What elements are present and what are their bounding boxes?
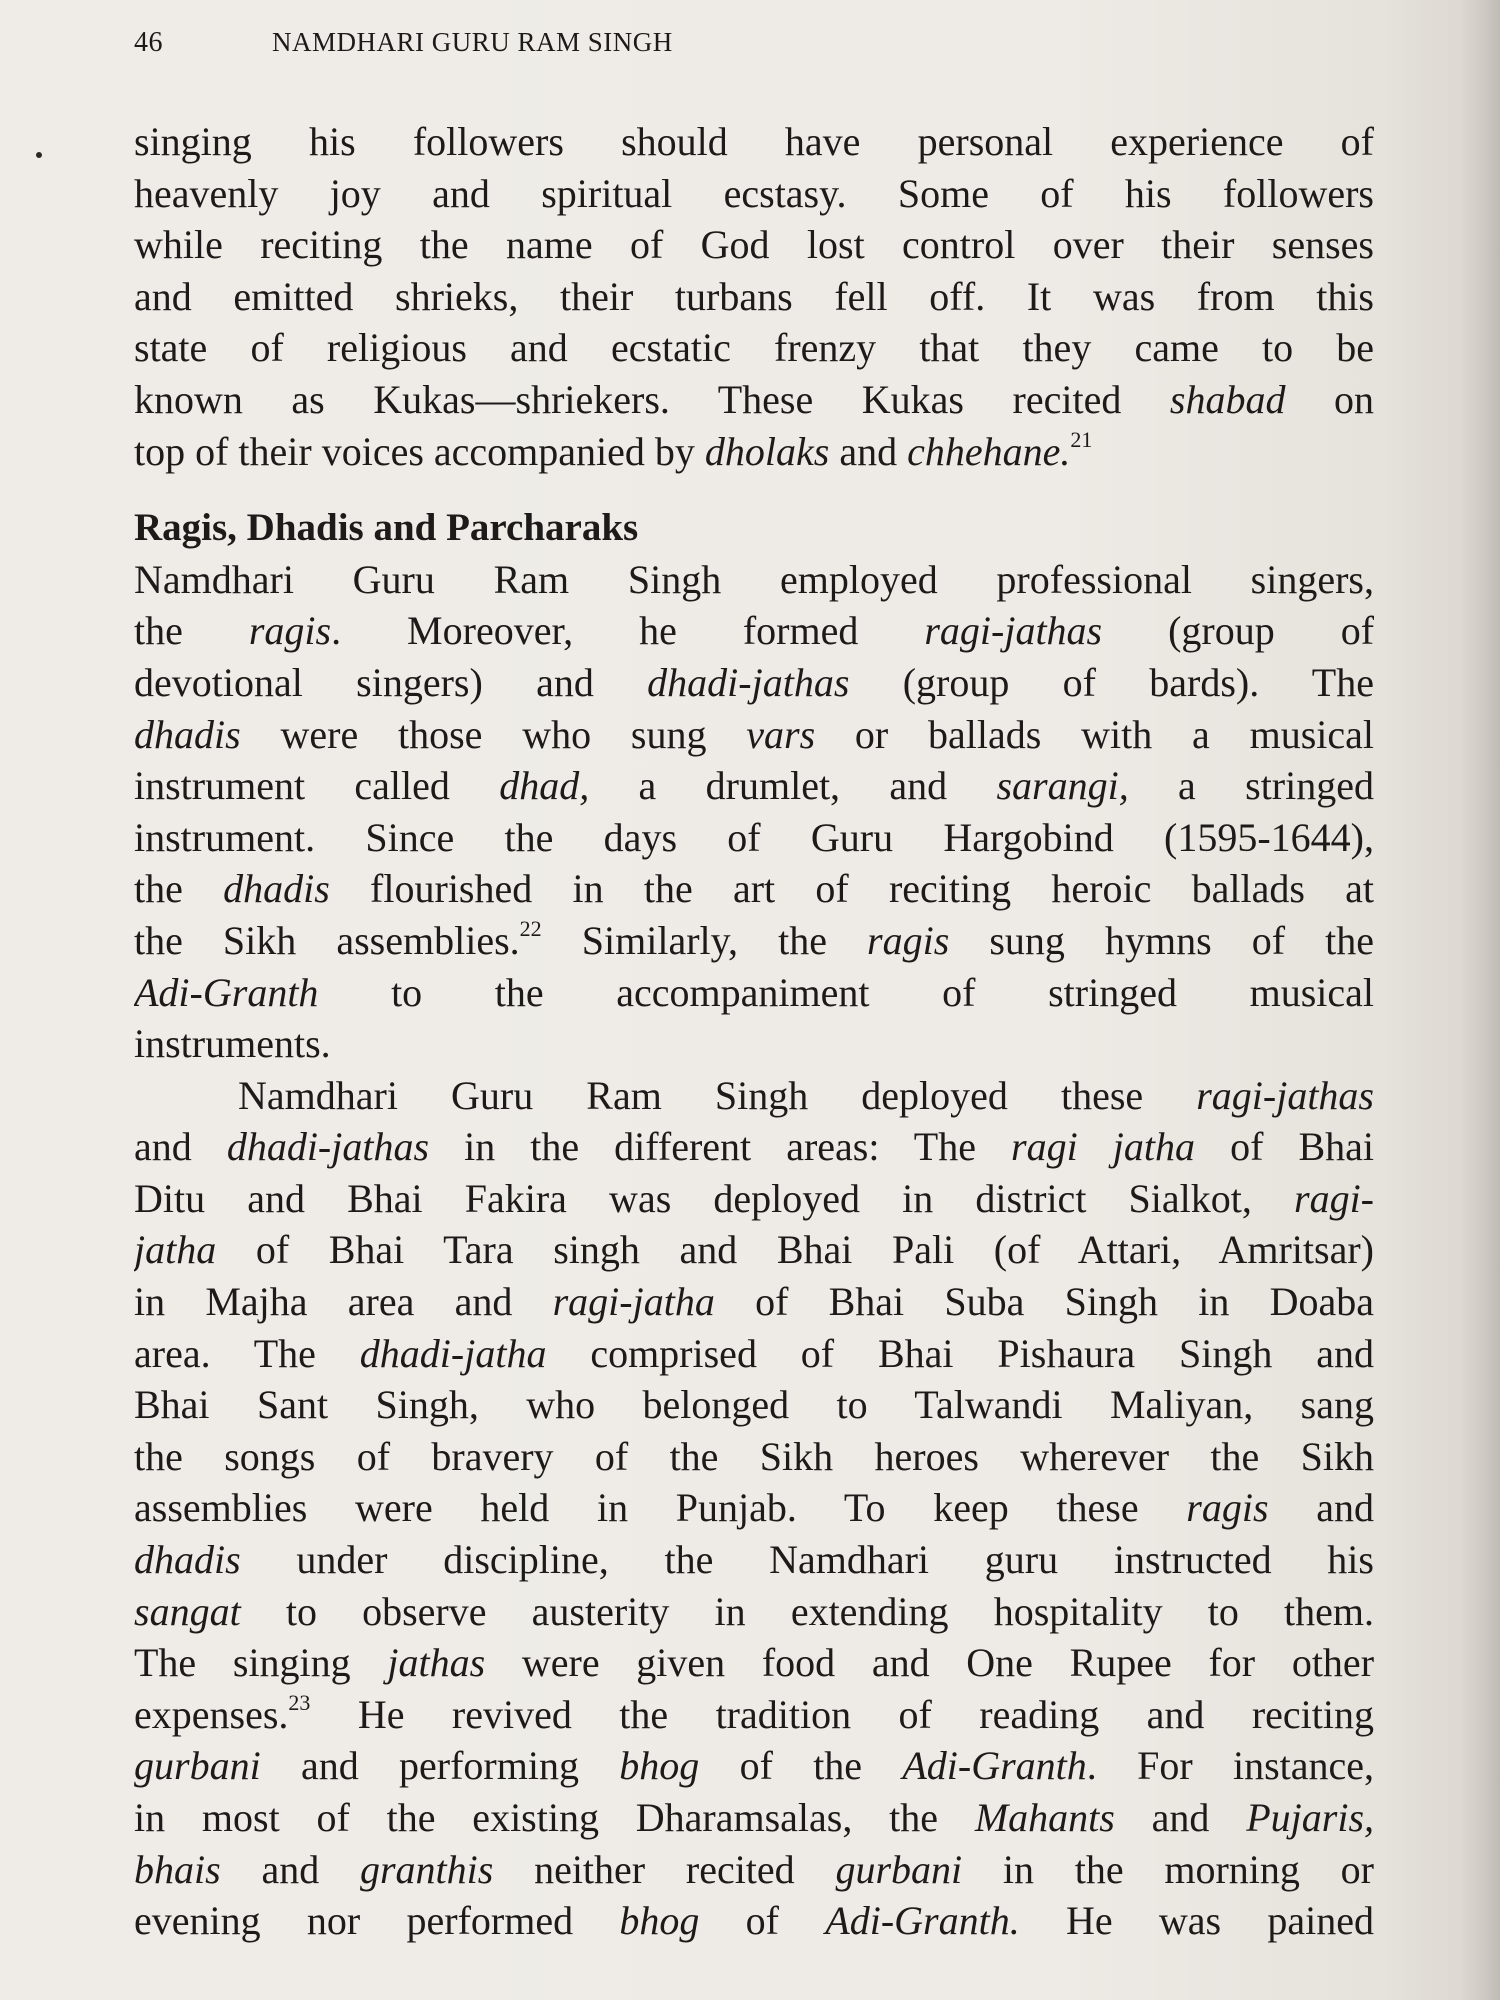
text-line: evening nor performed bhog of Adi-Granth. He was pained [134, 1898, 1374, 1944]
text-line: instruments. [134, 1021, 331, 1067]
running-title: NAMDHARI GURU RAM SINGH [272, 27, 673, 57]
text-line: and emitted shrieks, their turbans fell off. It was from this [134, 273, 1374, 319]
text-line: the Sikh assemblies.$^{22}$ Similarly, the ragis sung hymns of the [134, 915, 1374, 963]
text-line: dhadis were those who sung vars or ballads with a musical [134, 711, 1374, 757]
running-header [134, 20, 673, 64]
text-line: the songs of bravery of the Sikh heroes wherever the Sikh [134, 1433, 1374, 1479]
footnote-ref: 22 [519, 915, 542, 941]
text-line: Adi-Granth to the accompaniment of stringed musical [134, 969, 1374, 1015]
text-line: the dhadis flourished in the art of reciting heroic ballads at [134, 866, 1374, 912]
page-number: 46 [134, 27, 163, 58]
text-line: instrument called dhad, a drumlet, and sarangi, a stringed [134, 763, 1374, 809]
text-line: state of religious and ecstatic frenzy that they came to be [134, 325, 1374, 371]
gutter-shadow [1460, 0, 1500, 2000]
text-line: in Majha area and ragi-jatha of Bhai Suba Singh in Doaba [134, 1279, 1374, 1325]
text-line: and dhadi-jathas in the different areas: The ragi jatha of Bhai [134, 1124, 1374, 1170]
text-line: gurbani and performing bhog of the Adi-Granth. For instance, [134, 1743, 1374, 1789]
text-line: bhais and granthis neither recited gurbani in the morning or [134, 1846, 1374, 1892]
text-line: sangat to observe austerity in extending hospitality to them. [134, 1588, 1374, 1634]
footnote-ref: 23 [288, 1689, 311, 1715]
text-line: top of their voices accompanied by dholaks and chhehane.$^{21}$ [134, 426, 1093, 474]
text-line: Namdhari Guru Ram Singh deployed these ragi-jathas [238, 1072, 1374, 1118]
text-line: in most of the existing Dharamsalas, the Mahants and Pujaris, [134, 1795, 1374, 1840]
text-line: instrument. Since the days of Guru Hargobind (1595-1644), [134, 814, 1374, 860]
stray-ink-dot [36, 152, 42, 158]
text-line: area. The dhadi-jatha comprised of Bhai Pishaura Singh and [134, 1330, 1374, 1376]
text-line: Ditu and Bhai Fakira was deployed in district Sialkot, ragi- [134, 1175, 1374, 1221]
text-line: dhadis under discipline, the Namdhari guru instructed his [134, 1537, 1374, 1583]
section-heading: Ragis, Dhadis and Parcharaks [134, 506, 639, 550]
text-line: while reciting the name of God lost control over their senses [134, 222, 1374, 268]
footnote-ref: 21 [1070, 426, 1093, 452]
text-line: singing his followers should have personal experience of [134, 119, 1374, 164]
text-line: assemblies were held in Punjab. To keep these ragis and [134, 1485, 1374, 1531]
text-line: jatha of Bhai Tara singh and Bhai Pali (of Attari, Amritsar) [134, 1227, 1374, 1273]
text-line: the ragis. Moreover, he formed ragi-jathas (group of [134, 608, 1374, 654]
text-line: known as Kukas—shriekers. These Kukas recited shabad on [134, 376, 1374, 422]
text-line: heavenly joy and spiritual ecstasy. Some of his followers [134, 170, 1374, 216]
text-line: devotional singers) and dhadi-jathas (group of bards). The [134, 659, 1374, 705]
text-line: Namdhari Guru Ram Singh employed professional singers, [134, 556, 1374, 602]
text-line: expenses.$^{23}$ He revived the tradition of reading and reciting [134, 1689, 1374, 1737]
text-line: The singing jathas were given food and One Rupee for other [134, 1640, 1374, 1686]
body-text [134, 116, 1374, 1947]
text-line: Bhai Sant Singh, who belonged to Talwandi Maliyan, sang [134, 1382, 1374, 1428]
